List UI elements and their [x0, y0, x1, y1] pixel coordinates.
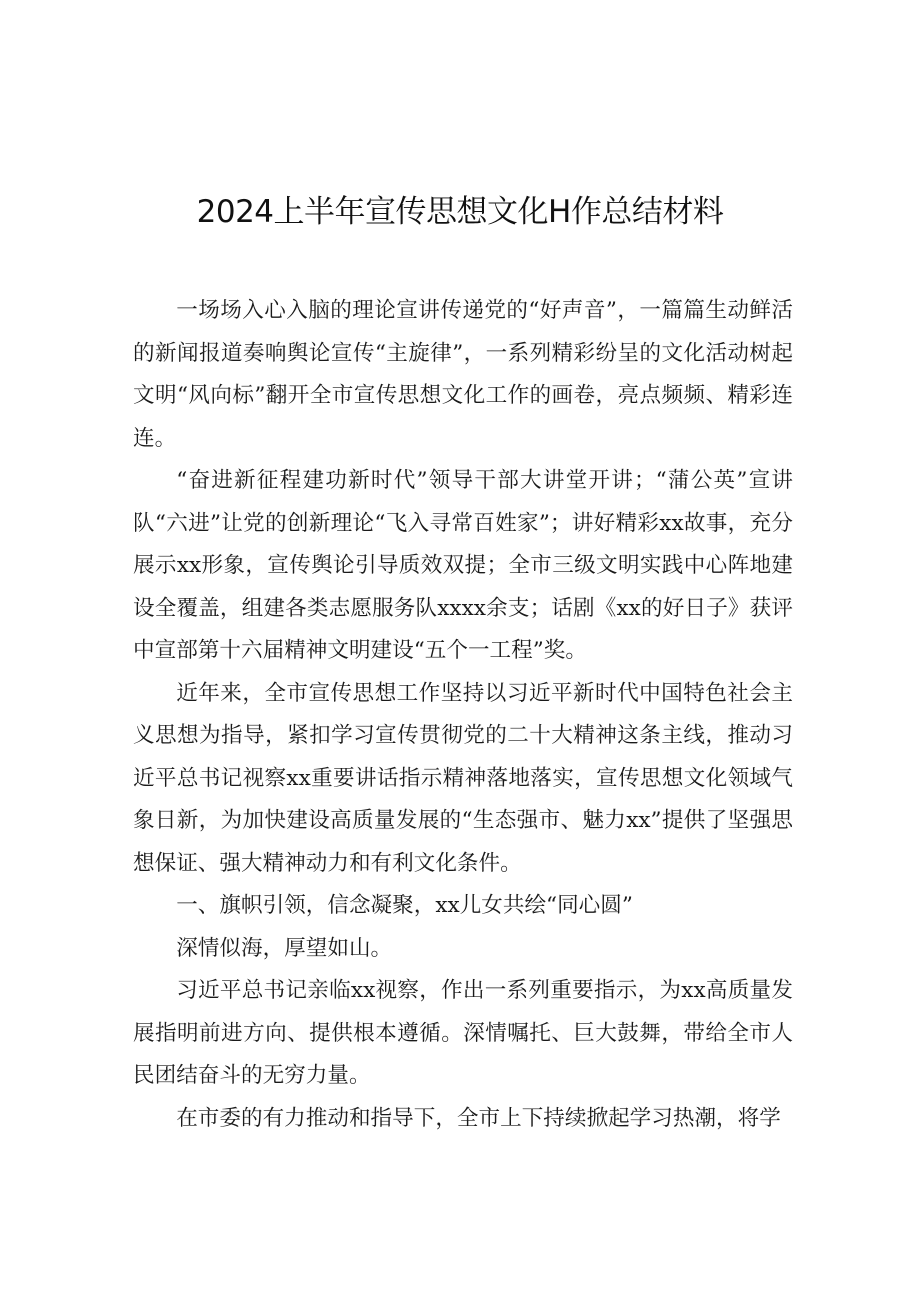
section-heading-1: 一、旗帜引领，信念凝聚，xx儿女共绘“同心圆” [176, 893, 633, 918]
paragraph-short: 深情似海，厚望如山。 [176, 935, 393, 961]
paragraph-visit: 习近平总书记亲临xx视察，作出一系列重要指示，为xx高质量发展指明前进方向、提供根本遵循。深情嘱托、巨大鼓舞，带给全市人民团结奋斗的无穷力量。 [133, 978, 793, 1088]
paragraph-overview: 近年来，全市宣传思想工作坚持以习近平新时代中国特色社会主义思想为指导，紧扣学习宣传贯彻党的二十大精神这条主线，推动习近平总书记视察xx重要讲话指示精神落地落实，宣传思想文化领域气象日新，为加快建设高质量发展的“生态强市、魅力xx”提供了坚强思想保证、强大精神动力和有利文化条件。 [133, 680, 793, 876]
document-title: 2024上半年宣传思想文化H作总结材料 [196, 194, 724, 230]
paragraph-intro: 一场场入心入脑的理论宣讲传递党的“好声音”，一篇篇生动鲜活的新闻报道奏响舆论宣传“主旋律”，一系列精彩纷呈的文化活动树起文明“风向标”翻开全市宣传思想文化工作的画卷，亮点频频、精彩连连。 [133, 298, 793, 451]
paragraph-highlights: “奋进新征程建功新时代”领导干部大讲堂开讲；“蒲公英”宣讲队“六进”让党的创新理论“飞入寻常百姓家”；讲好精彩xx故事，充分展示xx形象，宣传舆论引导质效双提；全市三级文明实践中心阵地建设全覆盖，组建各类志愿服务队xxxx余支；话剧《xx的好日子》获评中宣部第十六届精神文明建设“五个一工程”奖。 [133, 468, 793, 663]
paragraph-cut-off: 在市委的有力推动和指导下，全市上下持续掀起学习热潮，将学 [176, 1105, 781, 1131]
document-body [133, 290, 793, 1140]
